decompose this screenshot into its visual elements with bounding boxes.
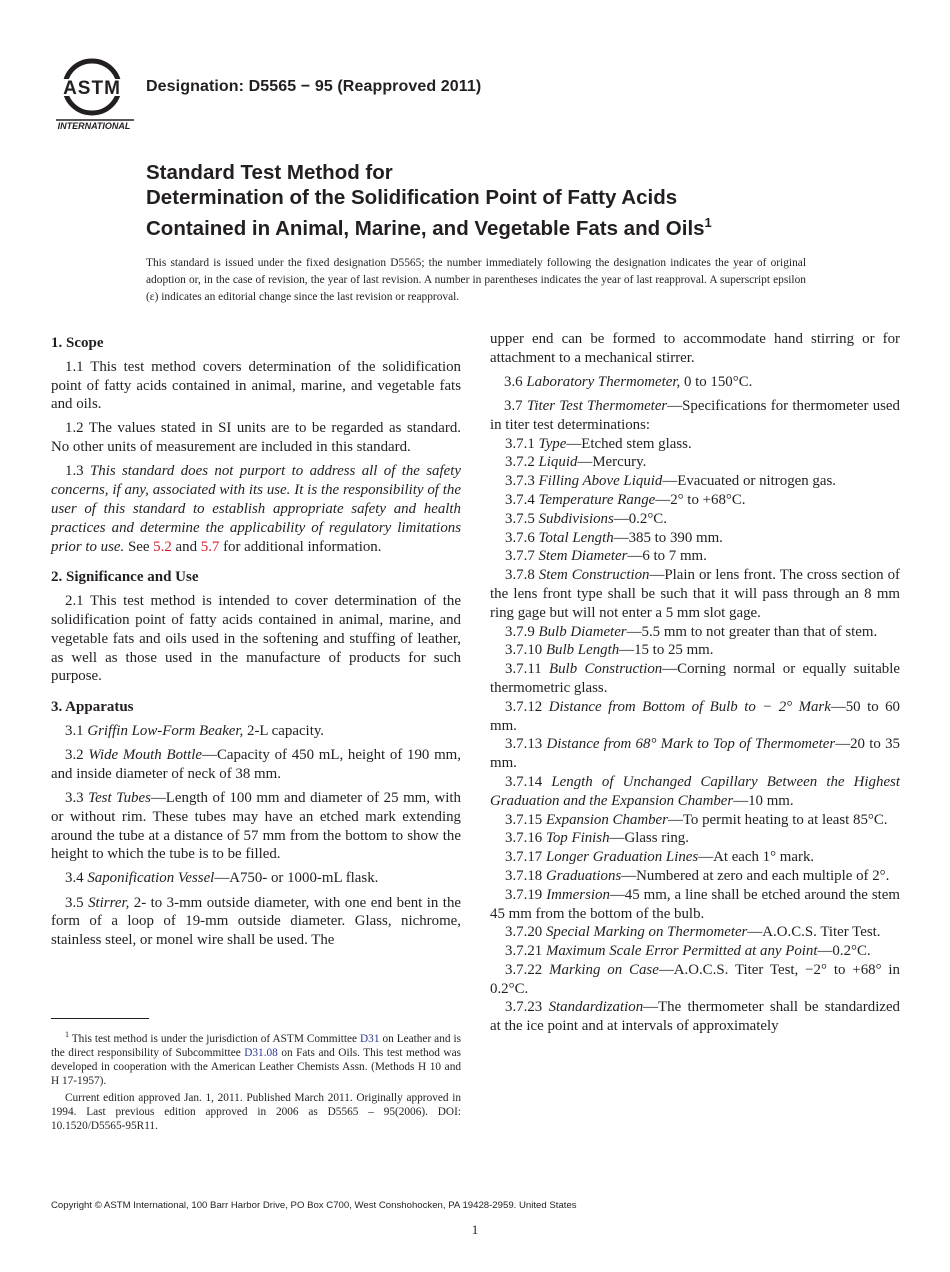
spec-text: —Plain or lens front. The cross section of the lens front type shall be such that it will pass through an 8 mm ring gage but will not enter a 5 mm slot gage. — [490, 567, 901, 621]
section-heading-significance: 2. Significance and Use — [51, 569, 199, 586]
spec-text: —45 mm, a line shall be etched around the stem 45 mm from the bottom of the bulb. — [490, 886, 900, 922]
apparatus-item: 3.2 Wide Mouth Bottle—Capacity of 450 mL, height of 190 mm, and inside diameter of neck of 38 mm. — [51, 747, 461, 782]
spec-item — [490, 848, 900, 867]
spec-term: Temperature Range — [538, 491, 656, 508]
paragraph-1-1: 1.1 This test method covers determination of the solidification point of fatty acids contained in animal, marine, and vegetable fats and oils. — [51, 358, 461, 413]
spec-item — [490, 566, 900, 622]
issuance-statement: This standard is issued under the fixed designation D5565; the number immediately following the designation indicates the year of original adoption or, in the case of revision, the year of last revision. A number in parentheses indicates the year of last reapproval. A superscript epsilon (ε) indicates an editorial change since the last revision or reapproval. — [146, 257, 806, 303]
spec-text: —0.2°C. — [613, 510, 667, 527]
spec-term: Longer Graduation Lines — [545, 849, 699, 866]
spec-term: Filling Above Liquid — [538, 473, 663, 490]
spec-number: 3.7.20 — [505, 924, 546, 941]
spec-number: 3.7.10 — [505, 642, 546, 659]
spec-number: 3.7.17 — [505, 849, 546, 866]
spec-number: 3.7.4 — [505, 491, 539, 508]
section-heading-scope: 1. Scope — [51, 335, 104, 351]
subcommittee-link-d31-08[interactable]: D31.08 — [244, 1046, 278, 1059]
spec-text: —Mercury. — [577, 454, 647, 471]
paragraph-1-3-num: 1.3 — [65, 463, 90, 480]
footnotes — [51, 1028, 461, 1135]
spec-number: 3.7.22 — [505, 961, 550, 978]
spec-item — [490, 811, 900, 830]
footnote-1: $^1$ This test method is under the jurisdiction of ASTM Committee D31 on Leather and is the direct responsibility of Subcommittee D31.08 on Fats and Oils. This test method was developed in cooperation with the American Leather Chemists Assn. (Methods H 10 and H 17-1957). — [51, 1030, 461, 1088]
section-heading-apparatus: 3. Apparatus — [51, 699, 134, 716]
spec-item — [490, 623, 900, 642]
paragraph-2-1: 2.1 This test method is intended to cover determination of the solidification point of fatty acids contained in animal, marine, and vegetable fats and oils used in the softening and stuffing of leather, as well as those used in the manufacture of products for such purpose. — [51, 593, 461, 685]
spec-number: 3.7.14 — [505, 773, 552, 790]
spec-item — [490, 942, 900, 961]
spec-number: 3.7.1 — [505, 435, 539, 452]
spec-text: —2° to +68°C. — [655, 491, 746, 508]
committee-link-d31[interactable]: D31 — [360, 1032, 380, 1045]
spec-item — [490, 472, 900, 491]
spec-number: 3.7.16 — [505, 830, 546, 847]
spec-term: Total Length — [538, 529, 614, 546]
spec-term: Bulb Length — [545, 642, 620, 659]
xref-5-7[interactable]: 5.7 — [200, 538, 220, 555]
page-number: 1 — [471, 1222, 479, 1237]
paragraph-1-3 — [51, 462, 461, 556]
spec-term: Stem Diameter — [538, 548, 628, 565]
and-text: and — [171, 538, 201, 555]
spec-term: Type — [538, 435, 567, 452]
spec-item — [490, 529, 900, 548]
spec-number: 3.7.9 — [505, 623, 539, 640]
spec-term: Expansion Chamber — [545, 811, 668, 828]
spec-term: Bulb Diameter — [538, 623, 627, 640]
spec-number: 3.7.11 — [505, 661, 550, 678]
spec-text: —A.O.C.S. Titer Test, −2° to +68° in 0.2°C. — [490, 961, 900, 997]
spec-item — [490, 735, 900, 773]
left-column — [51, 330, 461, 955]
spec-text: —Etched stem glass. — [566, 435, 692, 452]
spec-item — [490, 698, 900, 736]
spec-text: —0.2°C. — [817, 943, 871, 960]
spec-item — [490, 923, 900, 942]
spec-text: —6 to 7 mm. — [627, 548, 707, 565]
spec-text: —Corning normal or equally suitable thermometric glass. — [490, 661, 900, 696]
spec-number: 3.7.5 — [505, 510, 539, 527]
spec-item — [490, 510, 900, 529]
spec-text: —10 mm. — [733, 792, 794, 809]
spec-text: —A.O.C.S. Titer Test. — [747, 924, 881, 941]
spec-item — [490, 660, 900, 698]
spec-term: Special Marking on Thermometer — [545, 924, 748, 941]
title-line-3-text: Contained in Animal, Marine, and Vegetable Fats and Oils — [146, 216, 705, 240]
safety-statement: This standard does not purport to address all of the safety concerns, if any, associated with its use. It is the responsibility of the user of this standard to establish appropriate safety and health practices and determine the applicability of regulatory limitations prior to use. — [51, 463, 461, 555]
stirrer-continuation: upper end can be formed to accommodate hand stirring or for attachment to a mechanical stirrer. — [490, 331, 900, 366]
spec-term: Graduations — [545, 867, 622, 884]
spec-item — [490, 435, 900, 454]
spec-text: —Glass ring. — [609, 830, 689, 847]
designation: Designation: D5565 − 95 (Reapproved 2011) — [146, 78, 482, 95]
spec-term: Top Finish — [545, 830, 610, 847]
right-column — [490, 330, 900, 1036]
apparatus-item: 3.1 Griffin Low-Form Beaker, 2-L capacity. — [65, 722, 325, 739]
title-line-1: Standard Test Method for — [146, 161, 393, 184]
footnote-edition: Current edition approved Jan. 1, 2011. Published March 2011. Originally approved in 1994. Last previous edition approved in 2006 as D5565 – 95(2006). DOI: 10.1520/D5565-95R11. — [51, 1091, 461, 1132]
spec-term: Distance from Bottom of Bulb to − 2° Mark — [548, 698, 831, 715]
spec-number: 3.7.6 — [505, 529, 539, 546]
title-line-3 — [146, 210, 712, 241]
spec-item — [490, 773, 900, 811]
spec-text: —15 to 25 mm. — [619, 642, 714, 659]
spec-number: 3.7.21 — [505, 943, 546, 960]
title-footnote-mark: 1 — [704, 215, 712, 230]
spec-text: —At each 1° mark. — [698, 849, 815, 866]
spec-item — [490, 886, 900, 924]
spec-text: —5.5 mm to not greater than that of stem. — [626, 623, 878, 640]
spec-item — [490, 998, 900, 1036]
apparatus-item: 3.3 Test Tubes—Length of 100 mm and diameter of 25 mm, with or without rim. These tubes may have an etched mark extending around the tube at a distance of 57 mm from the bottom to show the height to which the tube is to be filled. — [51, 789, 461, 863]
document-title — [146, 160, 712, 241]
spec-text: —To permit heating to at least 85°C. — [667, 811, 888, 828]
spec-text: —20 to 35 mm. — [490, 736, 900, 772]
spec-number: 3.7.3 — [505, 473, 539, 490]
spec-text: —Numbered at zero and each multiple of 2°. — [621, 867, 890, 884]
spec-item — [490, 867, 900, 886]
apparatus-item: 3.4 Saponification Vessel—A750- or 1000-mL flask. — [65, 870, 379, 887]
spec-text: —Evacuated or nitrogen gas. — [662, 473, 836, 490]
spec-item — [490, 547, 900, 566]
additional-info-text: for additional information. — [219, 538, 382, 555]
spec-number: 3.7.18 — [505, 867, 546, 884]
spec-number: 3.7.19 — [505, 886, 547, 903]
spec-text: —The thermometer shall be standardized at the ice point and at intervals of approximately — [490, 999, 900, 1035]
spec-term: Subdivisions — [538, 510, 614, 527]
spec-term: Distance from 68° Mark to Top of Thermometer — [546, 736, 836, 753]
logo-text: ASTM — [63, 78, 121, 99]
spec-text: —50 to 60 mm. — [490, 698, 901, 734]
spec-text: —385 to 390 mm. — [613, 529, 723, 546]
spec-term: Bulb Construction — [549, 661, 663, 678]
spec-number: 3.7.2 — [505, 454, 539, 471]
copyright: Copyright © ASTM International, 100 Barr Harbor Drive, PO Box C700, West Conshohocken, PA 19428-2959. United States — [51, 1200, 577, 1211]
thermometer-spec-list — [490, 435, 900, 1037]
spec-item — [490, 491, 900, 510]
spec-item — [490, 641, 900, 660]
spec-term: Marking on Case — [549, 961, 659, 978]
spec-number: 3.7.15 — [505, 811, 546, 828]
spec-item — [490, 961, 900, 999]
spec-number: 3.7.12 — [505, 698, 549, 715]
spec-item — [490, 829, 900, 848]
spec-term: Standardization — [548, 999, 644, 1016]
astm-logo — [52, 56, 136, 134]
footnote-divider — [51, 1018, 149, 1019]
astm-logo-graphic — [52, 56, 136, 134]
logo-subtext: INTERNATIONAL — [57, 121, 131, 131]
xref-5-2[interactable]: 5.2 — [153, 538, 172, 555]
spec-number: 3.7.23 — [505, 999, 549, 1016]
spec-term: Stem Construction — [538, 567, 650, 584]
title-line-2: Determination of the Solidification Point of Fatty Acids — [146, 186, 678, 209]
spec-term: Maximum Scale Error Permitted at any Point — [545, 943, 818, 960]
spec-term: Immersion — [546, 886, 610, 903]
spec-term: Length of Unchanged Capillary Between the Highest Graduation and the Expansion Chamber — [490, 773, 900, 809]
apparatus-item: 3.6 Laboratory Thermometer, 0 to 150°C. — [504, 373, 753, 390]
paragraph-1-2: 1.2 The values stated in SI units are to be regarded as standard. No other units of measurement are included in this standard. — [51, 420, 461, 456]
spec-term: Liquid — [538, 454, 578, 471]
spec-item — [490, 453, 900, 472]
spec-number: 3.7.13 — [505, 736, 547, 753]
apparatus-item: 3.7 Titer Test Thermometer—Specifications for thermometer used in titer test determinations: — [490, 397, 900, 433]
see-text: See — [124, 538, 154, 555]
spec-number: 3.7.8 — [505, 567, 539, 584]
apparatus-item: 3.5 Stirrer, 2- to 3-mm outside diameter, with one end bent in the form of a loop of 19-mm outside diameter. Glass, nichrome, stainless steel, or monel wire shall be used. The — [51, 894, 461, 949]
spec-number: 3.7.7 — [505, 548, 539, 565]
